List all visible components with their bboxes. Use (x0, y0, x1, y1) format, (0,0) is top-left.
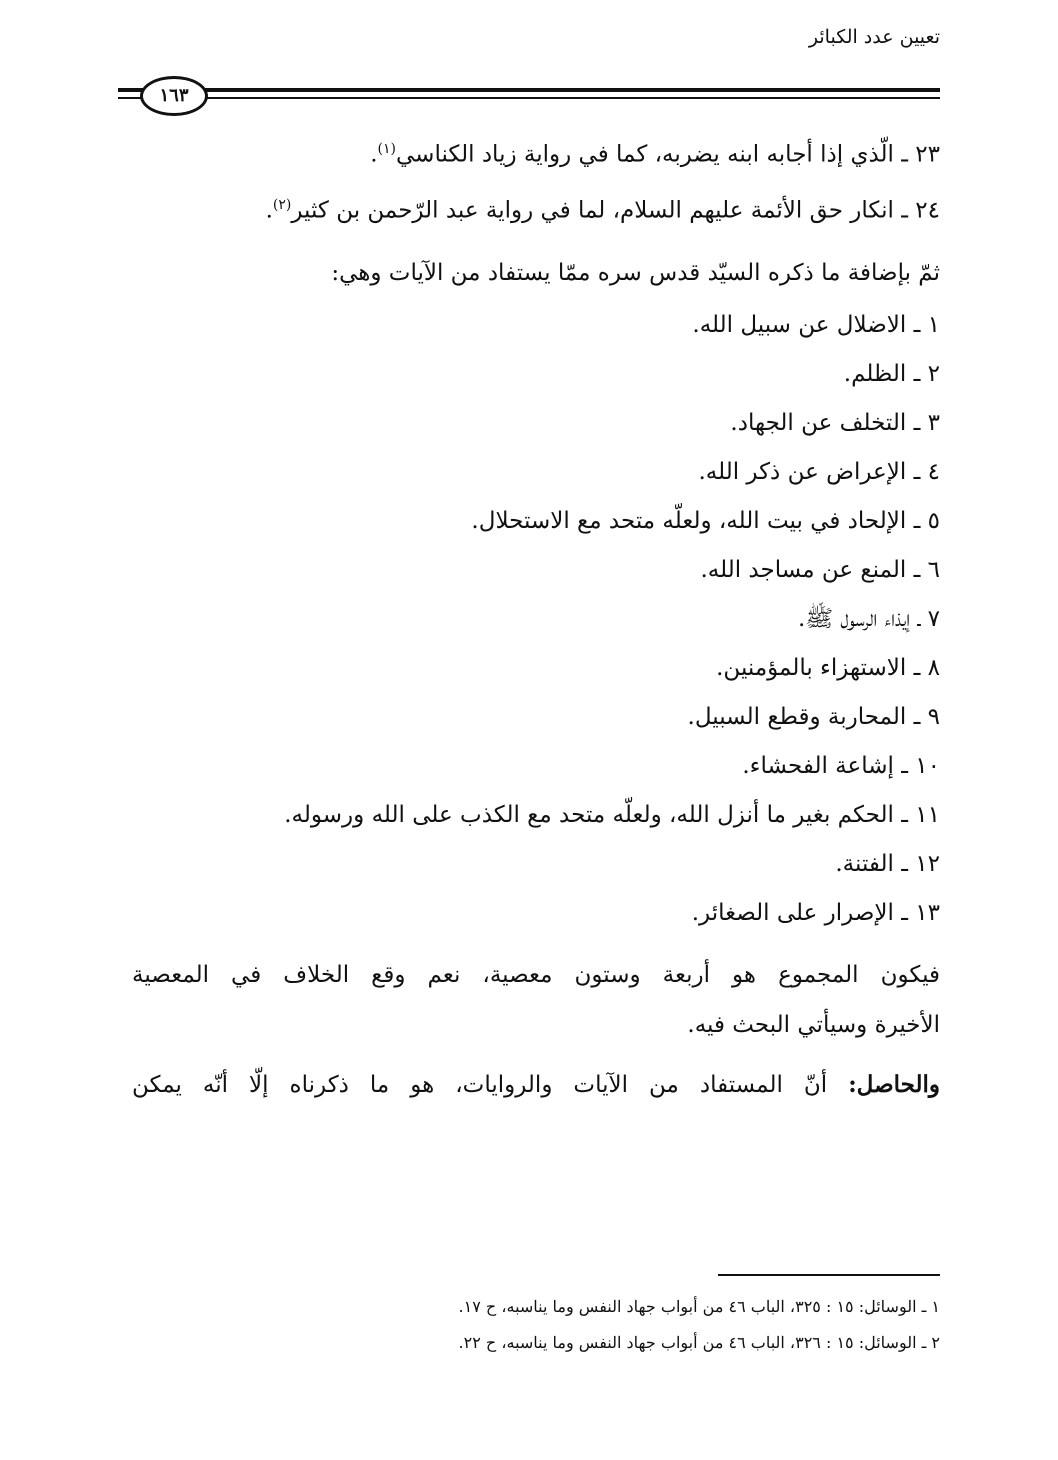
footnote-ref: (٢) (272, 197, 292, 213)
list-item: ١ ـ الاضلال عن سبيل الله. (692, 312, 940, 338)
list-item: ١١ ـ الحكم بغير ما أنزل الله، ولعلّه متحد مع الكذب على الله ورسوله. (284, 802, 940, 828)
paragraph-line: الأخيرة وسيأتي البحث فيه. (687, 1012, 940, 1038)
conclusion-line (132, 1070, 940, 1100)
running-title: تعيين عدد الكبائر (808, 26, 940, 48)
list-item: ١٣ ـ الإصرار على الصغائر. (691, 900, 940, 926)
list-item: ٣ ـ التخلف عن الجهاد. (730, 410, 940, 436)
intro-line: ثمّ بإضافة ما ذكره السيّد قدس سره ممّا يستفاد من الآيات وهي: (331, 260, 940, 286)
list-item: ٥ ـ الإلحاد في بيت الله، ولعلّه متحد مع الاستحلال. (471, 508, 940, 534)
list-item: ١٢ ـ الفتنة. (835, 851, 940, 877)
list-item: ٦ ـ المنع عن مساجد الله. (700, 557, 940, 583)
item-text: ٢٣ ـ الّذي إذا أجابه ابنه يضربه، كما في رواية زياد الكناسي (396, 141, 940, 168)
footnote-rule (718, 1274, 940, 1276)
conclusion-text: أنّ المستفاد من الآيات والروايات، هو ما ذكرناه إلّا أنّه يمكن (132, 1072, 849, 1098)
conclusion-label: والحاصل: (848, 1071, 940, 1098)
list-item: ٢ ـ الظلم. (843, 361, 940, 387)
list-item (266, 190, 940, 226)
list-item: ٩ ـ المحاربة وقطع السبيل. (687, 704, 940, 730)
list-item: ١٠ ـ إشاعة الفحشاء. (742, 753, 940, 779)
footnote: ٢ ـ الوسائل: ١٥ : ٣٢٦، الباب ٤٦ من أبواب جهاد النفس وما يناسبه، ح ٢٢. (458, 1333, 940, 1352)
header-rule-thick (118, 88, 940, 92)
page-number: ١٦٣ (140, 76, 208, 116)
item-end: . (370, 141, 378, 168)
footnote: ١ ـ الوسائل: ١٥ : ٣٢٥، الباب ٤٦ من أبواب جهاد النفس وما يناسبه، ح ١٧. (458, 1297, 940, 1316)
list-item: ٤ ـ الإعراض عن ذكر الله. (698, 459, 940, 485)
list-item (370, 134, 940, 170)
item-text: ٢٤ ـ انكار حق الأئمة عليهم السلام، لما في رواية عبد الرّحمن بن كثير (291, 197, 940, 224)
list-item: ٨ ـ الاستهزاء بالمؤمنين. (716, 655, 940, 681)
list-item: ٧ ـ إيذاء الرسول ﷺ. (798, 606, 940, 632)
header-rule-thin (118, 97, 940, 99)
paragraph-line: فيكون المجموع هو أربعة وستون معصية، نعم وقع الخلاف في المعصية (132, 962, 940, 988)
footnote-ref: (١) (377, 141, 397, 157)
item-end: . (265, 197, 273, 224)
